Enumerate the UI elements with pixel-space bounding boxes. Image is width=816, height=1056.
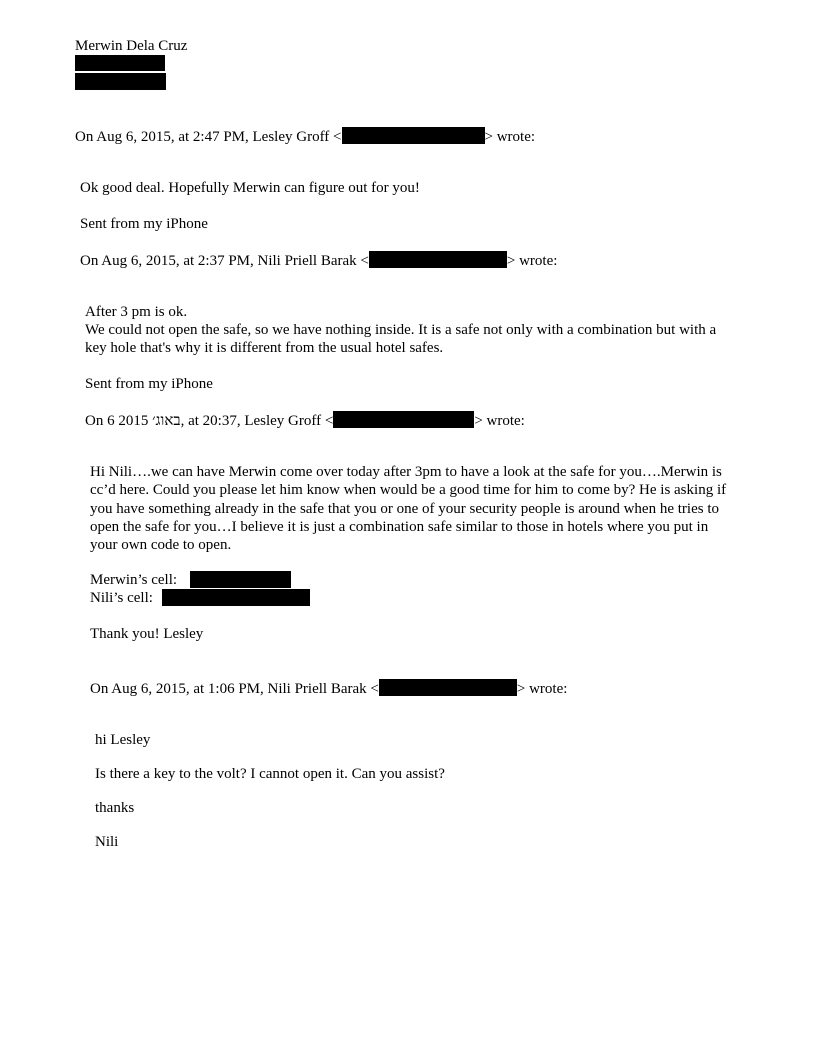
hebrew-month-text: באוג׳ xyxy=(152,413,181,429)
signature-name: Merwin Dela Cruz xyxy=(75,38,188,54)
sent-from-line: Sent from my iPhone xyxy=(80,216,208,232)
email-header xyxy=(75,127,535,146)
email-body-line: Ok good deal. Hopefully Merwin can figure out for you! xyxy=(80,180,420,196)
email-header xyxy=(85,411,525,430)
redaction-box xyxy=(75,55,165,71)
redacted-email-address xyxy=(333,411,474,428)
sent-from-line: Sent from my iPhone xyxy=(85,376,213,392)
email-header-text: On 6 2015 xyxy=(85,413,153,429)
email-body-paragraph: Hi Nili….we can have Merwin come over today after 3pm to have a look at the safe for you….Merwin is cc’d here. Could you please let him know when would be a good time for him to come by? He is asking if you have something already in the safe that you or one of your security people is around when he tries to open the safe for you…I believe it is just a combination safe similar to those in hotels where you put in your own code to open. xyxy=(90,464,727,554)
redacted-email-address xyxy=(342,127,485,144)
email-header xyxy=(90,679,567,698)
merwin-cell-line xyxy=(90,571,177,589)
email-header-suffix: > wrote: xyxy=(516,681,568,697)
closing-line: Thank you! Lesley xyxy=(90,626,204,642)
email-header-suffix: > wrote: xyxy=(474,413,525,429)
nili-cell-line xyxy=(90,589,153,607)
redacted-email-address xyxy=(379,679,517,696)
sign-line: Nili xyxy=(95,834,119,850)
greeting-line: hi Lesley xyxy=(95,732,151,748)
email-body-line: After 3 pm is ok. xyxy=(85,304,188,320)
email-body-paragraph: We could not open the safe, so we have nothing inside. It is a safe not only with a combination but with a key hole that's why it is different from the usual hotel safes. xyxy=(85,322,717,357)
merwin-cell-label: Merwin’s cell: xyxy=(90,572,178,588)
email-header-text: On Aug 6, 2015, at 1:06 PM, Nili Priell Barak < xyxy=(90,681,379,697)
email-header-suffix: > wrote: xyxy=(484,129,536,145)
email-header-text: On Aug 6, 2015, at 2:47 PM, Lesley Groff < xyxy=(75,129,342,145)
email-header-text: On Aug 6, 2015, at 2:37 PM, Nili Priell Barak < xyxy=(80,253,369,269)
thanks-line: thanks xyxy=(95,800,135,816)
redacted-phone-number xyxy=(162,589,310,606)
redacted-phone-number xyxy=(190,571,291,588)
email-header-suffix: > wrote: xyxy=(506,253,558,269)
redaction-box xyxy=(75,73,166,90)
redacted-email-address xyxy=(369,251,507,268)
email-header xyxy=(80,251,557,270)
question-line: Is there a key to the volt? I cannot open it. Can you assist? xyxy=(95,766,445,782)
nili-cell-label: Nili’s cell: xyxy=(90,590,153,606)
email-header-text: , at 20:37, Lesley Groff < xyxy=(180,413,334,429)
